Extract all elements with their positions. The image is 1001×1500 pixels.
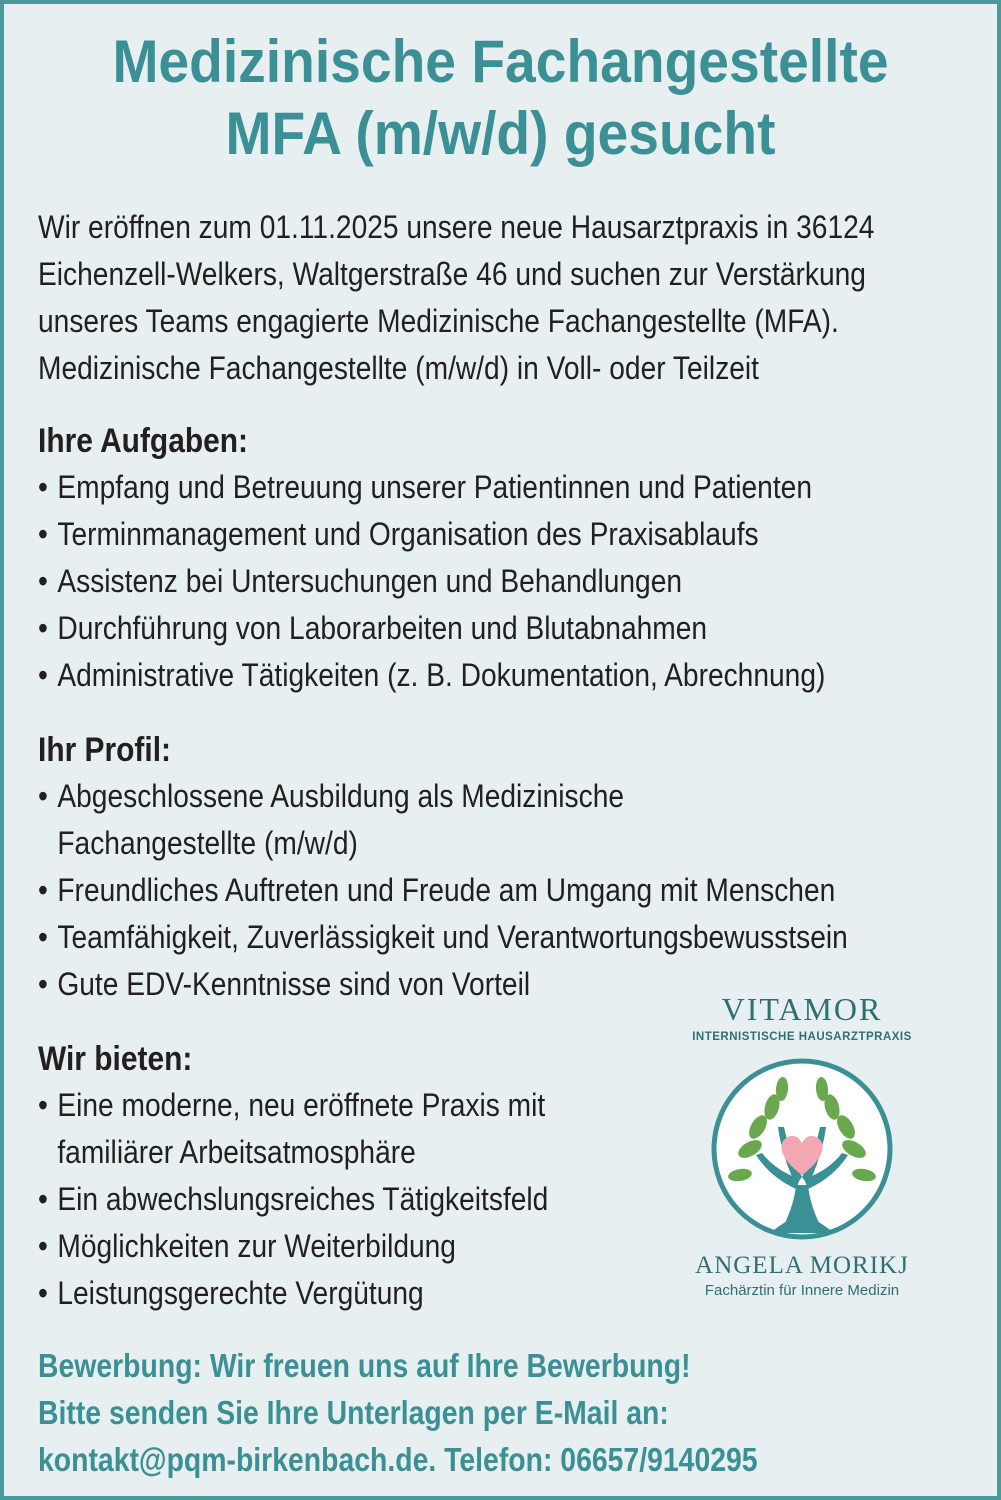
intro-line: unseres Teams engagierte Medizinische Fachangestellte (MFA).: [38, 303, 839, 339]
section-heading: Ihr Profil:: [38, 731, 171, 769]
contact-line: Bewerbung: Wir freuen uns auf Ihre Bewerbung!: [38, 1347, 691, 1384]
headline: [44, 26, 958, 170]
logo-brand: VITAMOR: [721, 991, 883, 1027]
section-aufgaben: [38, 418, 825, 699]
list-item: • Assistenz bei Untersuchungen und Behandlungen: [38, 558, 825, 605]
list-item: • Administrative Tätigkeiten (z. B. Dokumentation, Abrechnung): [38, 652, 825, 699]
section-bieten: [38, 1036, 548, 1317]
contact-block: [38, 1342, 758, 1483]
intro-line: Eichenzell-Welkers, Waltgerstraße 46 und suchen zur Verstärkung: [38, 256, 866, 292]
profile-list: [38, 773, 848, 1008]
intro-paragraph: [38, 204, 874, 392]
contact-line: [38, 1436, 758, 1483]
headline-line-1: Medizinische Fachangestellte: [112, 28, 889, 95]
list-item: [38, 1082, 548, 1176]
list-item: [38, 773, 848, 867]
section-heading: Wir bieten:: [38, 1040, 193, 1078]
intro-line: Medizinische Fachangestellte (m/w/d) in Voll- oder Teilzeit: [38, 350, 760, 386]
intro-line: Wir eröffnen zum 01.11.2025 unsere neue Hausarztpraxis in 36124: [38, 209, 875, 245]
logo-brand-subtitle: INTERNISTISCHE HAUSARZTPRAXIS: [692, 1031, 912, 1043]
list-item: • Ein abwechslungsreiches Tätigkeitsfeld: [38, 1176, 548, 1223]
list-item-line: Fachangestellte (m/w/d): [57, 825, 358, 861]
list-item-line: • Eine moderne, neu eröffnete Praxis mit: [57, 1087, 546, 1123]
list-item: • Teamfähigkeit, Zuverlässigkeit und Verantwortungsbewusstsein: [38, 914, 848, 961]
list-item: • Terminmanagement und Organisation des Praxisablaufs: [38, 511, 825, 558]
practice-logo: [670, 989, 934, 1319]
list-item-line: • Abgeschlossene Ausbildung als Medizinische: [57, 778, 625, 814]
contact-email[interactable]: kontakt@pqm-birkenbach.de.: [38, 1441, 437, 1478]
list-item: • Gute EDV-Kenntnisse sind von Vorteil: [38, 961, 848, 1008]
tree-heart-icon: [710, 1057, 894, 1241]
list-item: • Leistungsgerechte Vergütung: [38, 1270, 548, 1317]
logo-doctor-title: Fachärztin für Innere Medizin: [704, 1282, 900, 1299]
list-item: • Freundliches Auftreten und Freude am Umgang mit Menschen: [38, 867, 848, 914]
list-item: • Durchführung von Laborarbeiten und Blutabnahmen: [38, 605, 825, 652]
benefits-list: [38, 1082, 548, 1317]
headline-line-2: MFA (m/w/d) gesucht: [225, 100, 776, 167]
section-heading: Ihre Aufgaben:: [38, 422, 249, 460]
section-profil: [38, 727, 848, 1008]
contact-line: Bitte senden Sie Ihre Unterlagen per E-Mail an:: [38, 1394, 669, 1431]
contact-phone[interactable]: Telefon: 06657/9140295: [444, 1441, 758, 1478]
list-item: • Empfang und Betreuung unserer Patientinnen und Patienten: [38, 464, 825, 511]
task-list: [38, 464, 825, 699]
logo-doctor-name: ANGELA MORIKJ: [695, 1252, 909, 1279]
list-item: • Möglichkeiten zur Weiterbildung: [38, 1223, 548, 1270]
list-item-line: familiärer Arbeitsatmosphäre: [57, 1134, 416, 1170]
